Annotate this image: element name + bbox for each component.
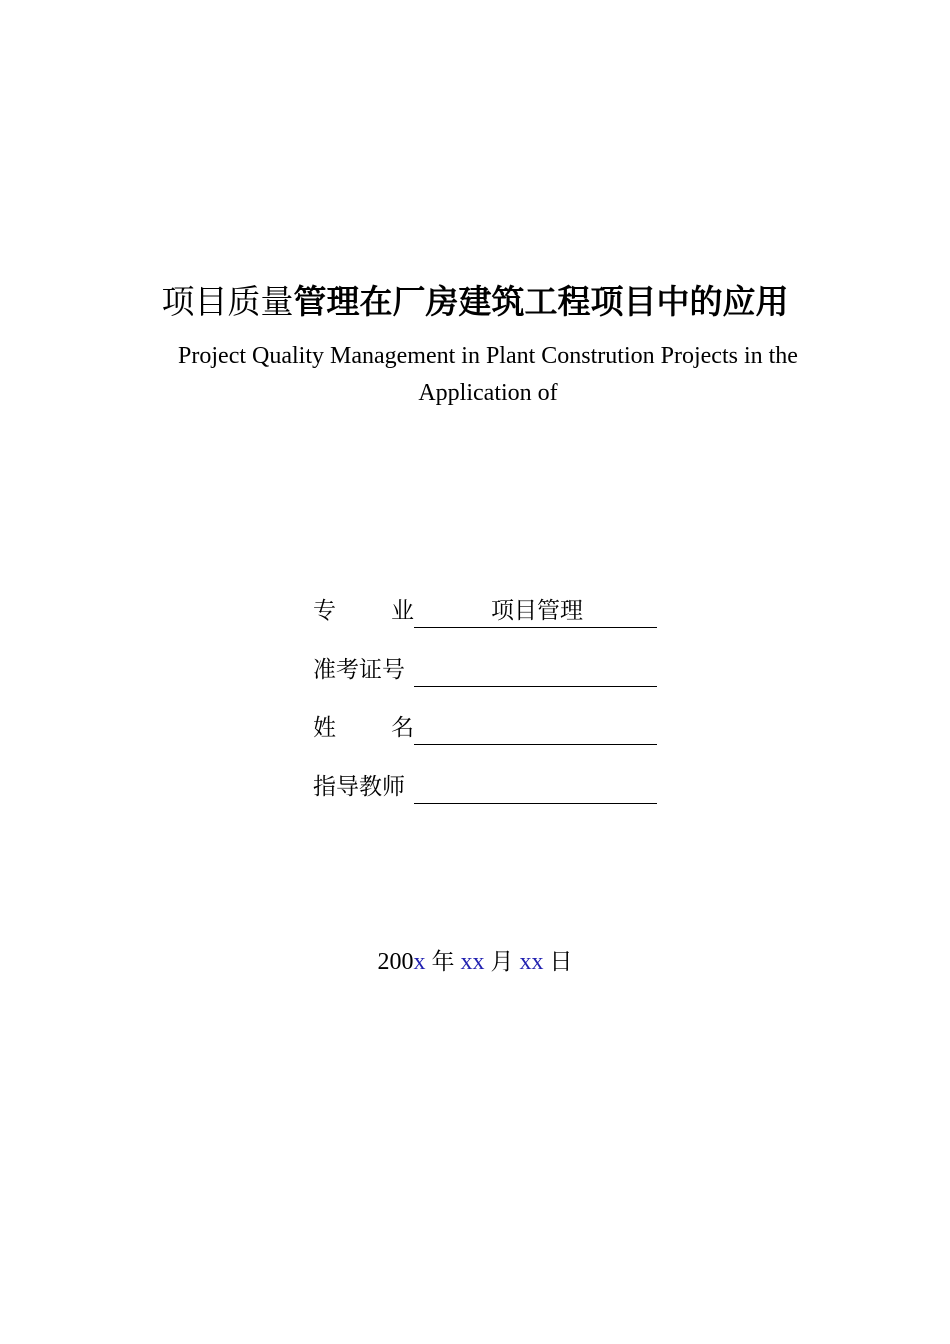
date-month-unit: 月 bbox=[490, 949, 514, 975]
date-day-placeholder: xx bbox=[519, 949, 544, 975]
submission-date bbox=[0, 944, 950, 980]
form-row-name bbox=[313, 711, 673, 770]
title-chinese bbox=[0, 280, 950, 324]
date-year-prefix: 200 bbox=[377, 949, 414, 975]
form-row-advisor bbox=[313, 770, 673, 829]
exam-id-field[interactable] bbox=[414, 653, 657, 687]
title-chinese-bold: 管理在厂房建筑工程项目中的应用 bbox=[293, 282, 789, 321]
date-year-unit: 年 bbox=[431, 949, 455, 975]
advisor-field[interactable] bbox=[414, 770, 657, 804]
advisor-label: 指导教师 bbox=[313, 773, 405, 800]
name-label bbox=[313, 711, 414, 745]
date-year-placeholder: x bbox=[413, 949, 426, 975]
name-label-char-1: 姓 bbox=[313, 715, 336, 741]
date-month-placeholder: xx bbox=[460, 949, 485, 975]
major-field[interactable] bbox=[414, 594, 657, 628]
date-day-unit: 日 bbox=[549, 949, 573, 975]
title-english: Project Quality Management in Plant Constrution Projects in the Application of bbox=[178, 343, 798, 406]
title-chinese-regular: 项目质量 bbox=[161, 282, 294, 321]
name-label-char-2: 名 bbox=[391, 715, 414, 741]
major-label-char-2: 业 bbox=[391, 598, 414, 624]
major-value: 项目管理 bbox=[491, 598, 583, 624]
form-row-exam-id bbox=[313, 653, 673, 712]
student-info-form bbox=[313, 594, 673, 828]
form-row-major bbox=[313, 594, 673, 653]
name-field[interactable] bbox=[414, 711, 657, 745]
major-label-char-1: 专 bbox=[313, 598, 336, 624]
exam-id-label: 准考证号 bbox=[313, 656, 405, 683]
major-label bbox=[313, 594, 414, 628]
